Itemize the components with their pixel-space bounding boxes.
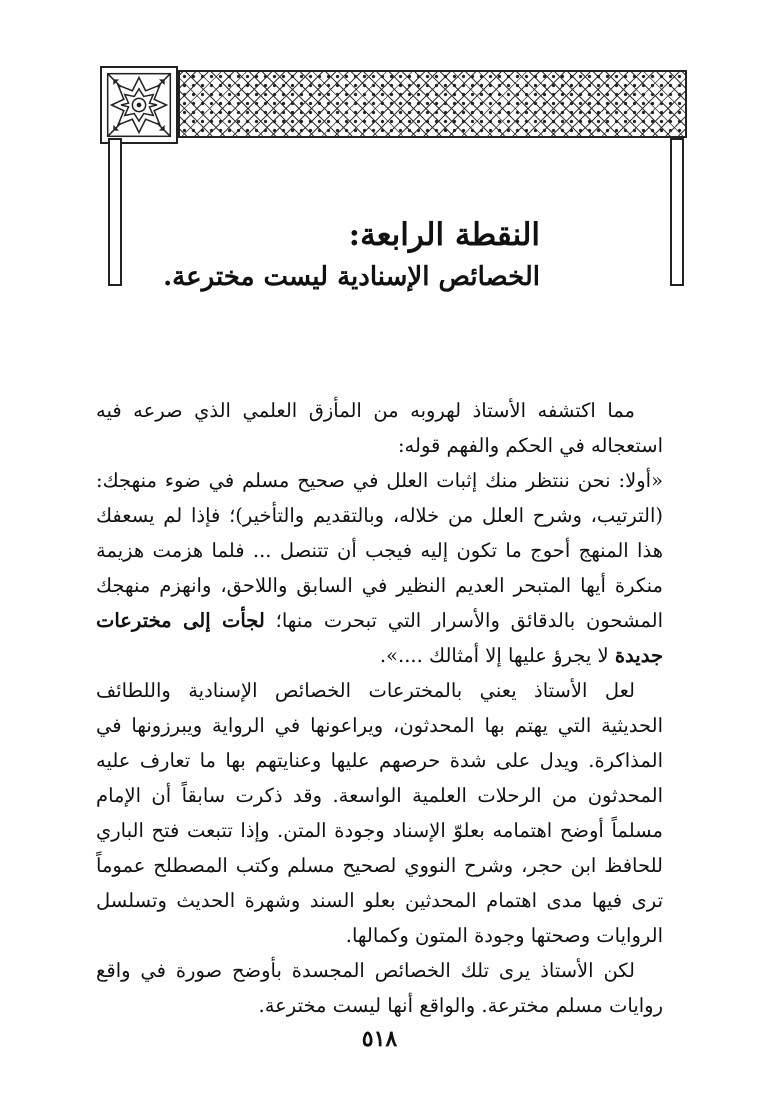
geometric-star-ornament-icon xyxy=(100,66,178,144)
heading-title: النقطة الرابعة: xyxy=(348,217,540,253)
frame-left-post xyxy=(108,138,122,286)
paragraph-3: لكن الأستاذ يرى تلك الخصائص المجسدة بأوضح صورة في واقع روايات مسلم مخترعة. والواقع أنها ليست مخترعة. xyxy=(96,959,663,1017)
heading-subtitle: الخصائص الإسنادية ليست مخترعة. xyxy=(163,262,540,292)
body-text xyxy=(96,393,663,1023)
quote-main-text: «أولا: نحن ننتظر منك إثبات العلل في صحيح مسلم في ضوء منهجك: (الترتيب، وشرح العلل من خلاله، وبالتقديم والتأخير)؛ فإذا لم يسعفك هذا المنهج أحوج ما تكون إليه فيجب أن تتنصل ... فلما هزمت هزيمة منكرة أيها المتبحر العديم النظير في السابق واللاحق، وانهزم منهجك المشحون بالدقائق والأسرار التي تبحرت منها؛ xyxy=(96,469,663,632)
quote-end-text: لا يجرؤ عليها إلا أمثالك ....». xyxy=(379,644,615,667)
frame-right-post xyxy=(670,138,684,286)
paragraph-2: لعل الأستاذ يعني بالمخترعات الخصائص الإسنادية واللطائف الحديثية التي يهتم بها المحدثون، ويراعونها في الرواية ويبرزونها في المذاكرة. ويدل على شدة حرصهم عليها وعنايتهم بها ما تعارف عليه المحدثون من الرحلات العلمية الواسعة. وقد ذكرت سابقاً أن الإمام مسلماً أوضح اهتمامه بعلوّ الإسناد وجودة المتن. وإذا تتبعت فتح الباري للحافظ ابن حجر، وشرح النووي لصحيح مسلم وكتب المصطلح عموماً ترى فيها مدى اهتمام المحدثين بعلو السند وشهرة الحديث وتسلسل الروايات وصحتها وجودة المتون وكمالها. xyxy=(96,679,663,947)
ornamental-border-band xyxy=(178,70,687,138)
quote-emphasis: لجأت إلى مخترعات جديدة xyxy=(96,609,663,667)
section-heading xyxy=(130,214,540,296)
paragraph-intro: مما اكتشفه الأستاذ لهروبه من المأزق العلمي الذي صرعه فيه استعجاله في الحكم والفهم قوله: xyxy=(96,399,663,457)
page-number: ٥١٨ xyxy=(361,1026,398,1052)
paragraph-quote xyxy=(96,463,663,673)
